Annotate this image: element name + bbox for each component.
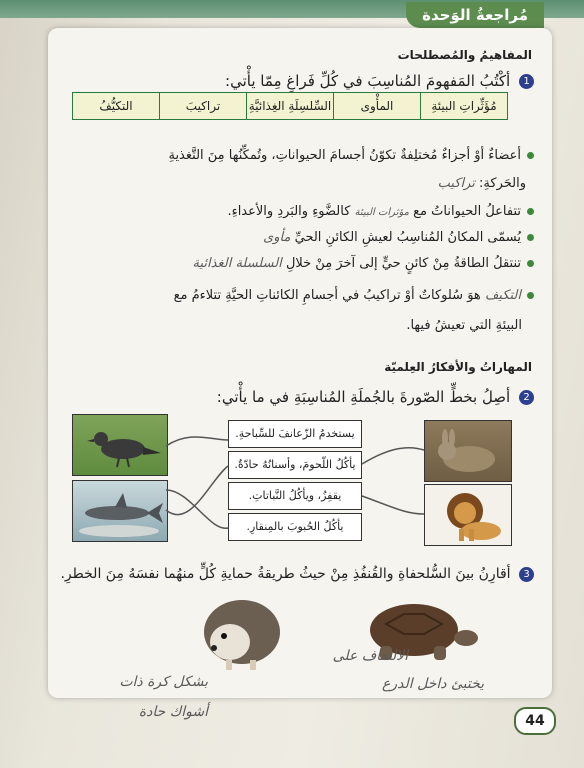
question-1-number: 1 [519,74,534,89]
section1-title: المفاهيمُ والمُصطلحات [397,48,532,62]
handwritten-answer: السلسلة الغذائية [192,256,282,271]
handwritten-answer: مؤثرات البيئة [354,207,409,218]
word-bank-item: مُؤَثِّراتِ البيئةِ [420,93,507,119]
lion-photo[interactable] [424,484,512,546]
bullet-1-line2: والحَركةِ: تراكيب [437,176,526,191]
bullet-3: يُسمّى المكانُ المُناسِبُ لعيشِ الكائنِ الحيِّ مأوى [263,230,534,245]
word-bank-item: تراكيبَ [159,93,246,119]
matching-lines [160,420,430,550]
shark-icon [73,481,167,541]
question-3-number: 3 [519,567,534,582]
handwritten-answer-hedgehog-1: الالتفاف على [332,648,408,664]
question-1 [225,72,534,90]
sentence-box[interactable]: يستخدمُ الزّعانفَ للسِّباحةِ. [228,420,362,448]
shark-photo[interactable] [72,480,168,542]
word-bank-item: التكيُّفُ [99,99,133,113]
match-line [362,448,424,464]
match-line [362,496,424,514]
word-bank-item: المأْوى [333,93,420,119]
bullet-dot [527,234,534,241]
question-2 [217,388,534,406]
bullet-4: تنتقلُ الطاقةُ مِنْ كائنٍ حيٍّ إلى آخرَ مِنْ خلالِ السلسلة الغذائية [193,256,534,271]
section2-title: المهاراتُ والأفكارُ العِلميّة [384,360,532,374]
question-3 [60,566,534,582]
bullet-1-line1: أعضاءٌ أوْ أجزاءٌ مُختلِفةٌ تكوّنُ أجسامَ الحيواناتِ، وتُمكِّنُها مِنَ التَّغذيةِ [168,148,534,163]
handwritten-answer: مأوى [263,230,291,245]
match-line [166,490,228,528]
bullet-dot [527,260,534,267]
handwritten-answer: التكيف [484,288,521,303]
sentence-box[interactable]: يقفِزُ، ويأكُلُ النَّباتاتِ. [228,482,362,510]
sentence-box[interactable]: يأكُلُ الحُبوبَ بالمِنقارِ. [228,513,362,541]
bird-photo[interactable] [72,414,168,476]
bullet-dot [527,208,534,215]
bullet-dot [527,152,534,159]
rabbit-icon [425,421,511,481]
question-3-text: أقارِنُ بينَ السُّلحفاةِ والقُنفُذِ مِنْ حيثُ طريقةُ حمايةِ كُلٍّ منهُما نفسَهُ مِنَ الخطرِ. [60,566,511,582]
lion-icon [425,485,511,545]
rabbit-photo[interactable] [424,420,512,482]
word-bank [72,92,508,120]
handwritten-answer-hedgehog-3: أشواك حادة [138,704,208,720]
bullet-5-line1: التكيف هوَ سُلوكاتٌ أوْ تراكيبُ في أجسامِ الكائناتِ الحيَّةِ تتلاءمُ مع [174,288,534,303]
bullet-2: تتفاعلُ الحيواناتُ مع مؤثرات البيئة كالضَّوءِ والبَردِ والأعداءِ. [227,204,534,219]
sentence-box[interactable]: يأكُلُ اللّحومَ، وأسنانُهُ حادّةٌ. [228,451,362,479]
match-line [166,437,228,446]
handwritten-answer-turtle: يختبئ داخل الدرع [382,676,484,692]
hedgehog-icon [192,590,284,676]
unit-review-header: مُراجعةُ الوَحدة [406,2,544,28]
word-bank-item: السِّلسِلَةِ الغِذائيَّةِ [246,93,333,119]
bird-icon [73,415,167,475]
handwritten-answer-hedgehog-2: بشكل كرة ذات [119,674,208,690]
handwritten-answer: تراكيب [437,176,475,191]
question-2-number: 2 [519,390,534,405]
bullet-dot [527,292,534,299]
page-number: 44 [514,707,556,735]
question-2-text: أصِلُ بخطٍّ الصّورةَ بالجُملَةِ المُناسِبَةِ في ما يأْتي: [216,388,511,406]
question-1-text: أكْتُبُ المَفهومَ المُناسِبَ في كُلِّ فَراغٍ مِمّا يأْتي: [225,72,511,90]
bullet-5-line2: البيئةِ التي تعيشُ فيها. [406,318,522,333]
